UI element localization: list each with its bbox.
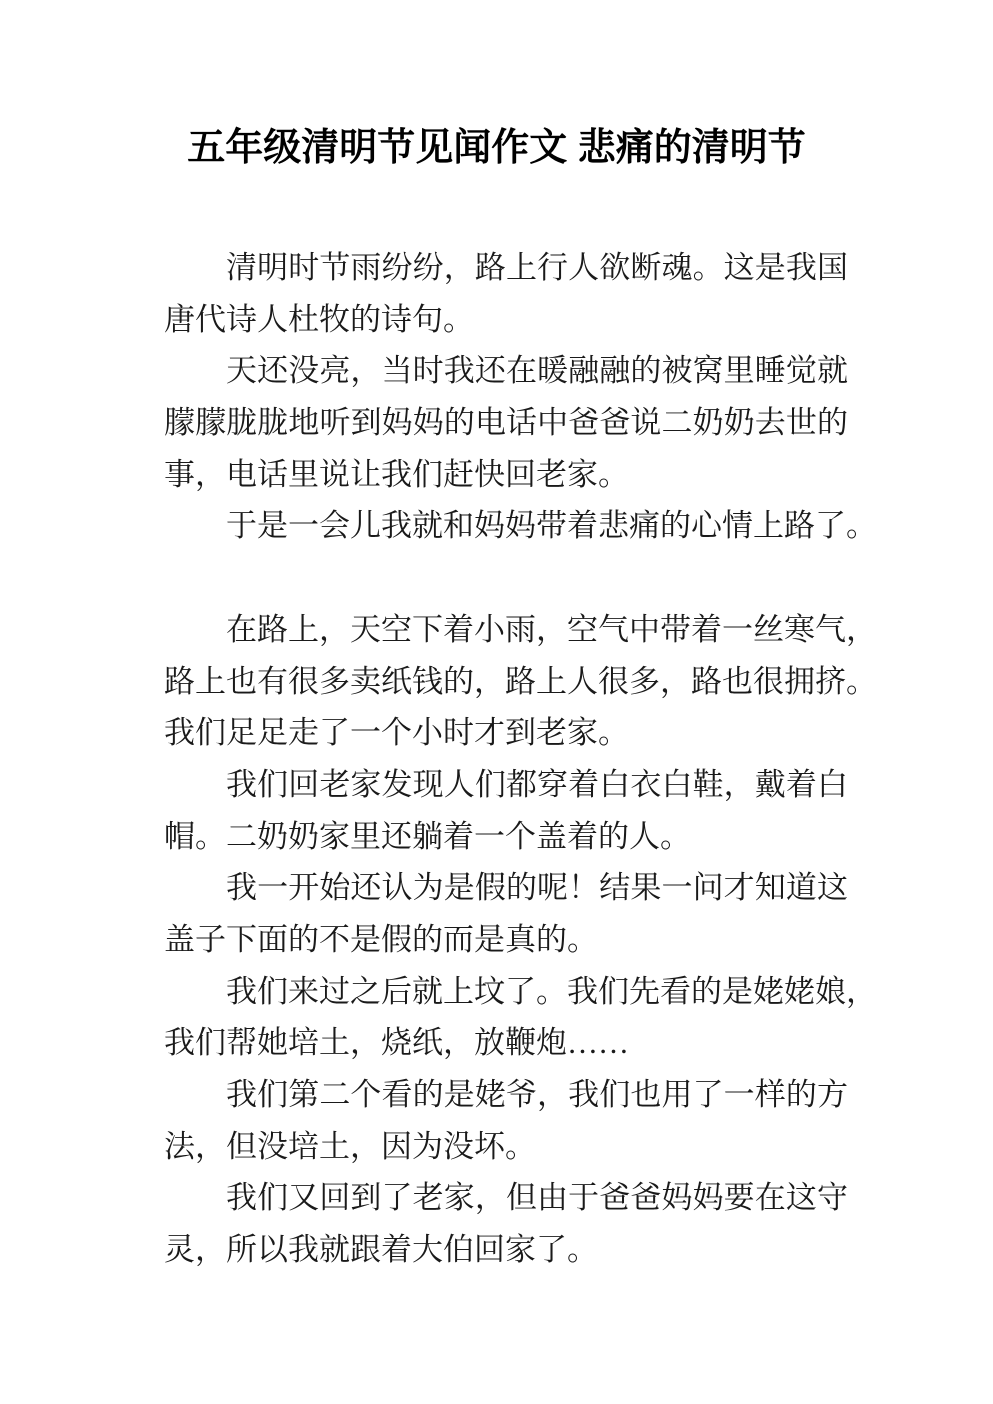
paragraph (164, 500, 877, 552)
paragraph (164, 1172, 848, 1275)
text-line: 我们足足走了一个小时才到老家。 (164, 715, 629, 751)
text-line: 帽。二奶奶家里还躺着一个盖着的人。 (164, 818, 691, 854)
paragraph (164, 345, 848, 500)
text-line: 在路上，天空下着小雨，空气中带着一丝寒气， (226, 611, 877, 647)
paragraph (164, 862, 848, 965)
document-title: 五年级清明节见闻作文 悲痛的清明节 (187, 127, 806, 169)
text-line: 我们来过之后就上坟了。我们先看的是姥姥娘， (226, 973, 877, 1009)
text-line: 事，电话里说让我们赶快回老家。 (164, 456, 629, 492)
text-line: 天还没亮，当时我还在暖融融的被窝里睡觉就 (226, 353, 848, 389)
text-line: 我们帮她培土，烧纸，放鞭炮…… (164, 1025, 629, 1061)
paragraph (164, 242, 848, 345)
text-line: 我们第二个看的是姥爷，我们也用了一样的方 (226, 1077, 848, 1112)
text-line: 我们又回到了老家，但由于爸爸妈妈要在这守 (226, 1180, 848, 1216)
text-line: 灵，所以我就跟着大伯回家了。 (164, 1232, 598, 1268)
text-line: 清明时节雨纷纷，路上行人欲断魂。这是我国 (226, 250, 848, 285)
text-line: 法，但没培土，因为没坏。 (164, 1128, 536, 1164)
text-line: 唐代诗人杜牧的诗句。 (164, 301, 474, 337)
paragraph (164, 604, 877, 759)
text-line: 于是一会儿我就和妈妈带着悲痛的心情上路了。 (226, 508, 877, 544)
text-line: 我一开始还认为是假的呢！结果一问才知道这 (226, 870, 848, 906)
text-line: 我们回老家发现人们都穿着白衣白鞋，戴着白 (226, 766, 848, 802)
text-line: 盖子下面的不是假的而是真的。 (164, 921, 598, 957)
paragraph (164, 966, 877, 1069)
text-line: 路上也有很多卖纸钱的，路上人很多，路也很拥挤。 (164, 663, 877, 699)
text-line: 朦朦胧胧地听到妈妈的电话中爸爸说二奶奶去世的 (164, 405, 848, 441)
paragraph (164, 759, 848, 862)
essay-body (164, 242, 877, 1276)
paragraph (164, 1069, 848, 1172)
